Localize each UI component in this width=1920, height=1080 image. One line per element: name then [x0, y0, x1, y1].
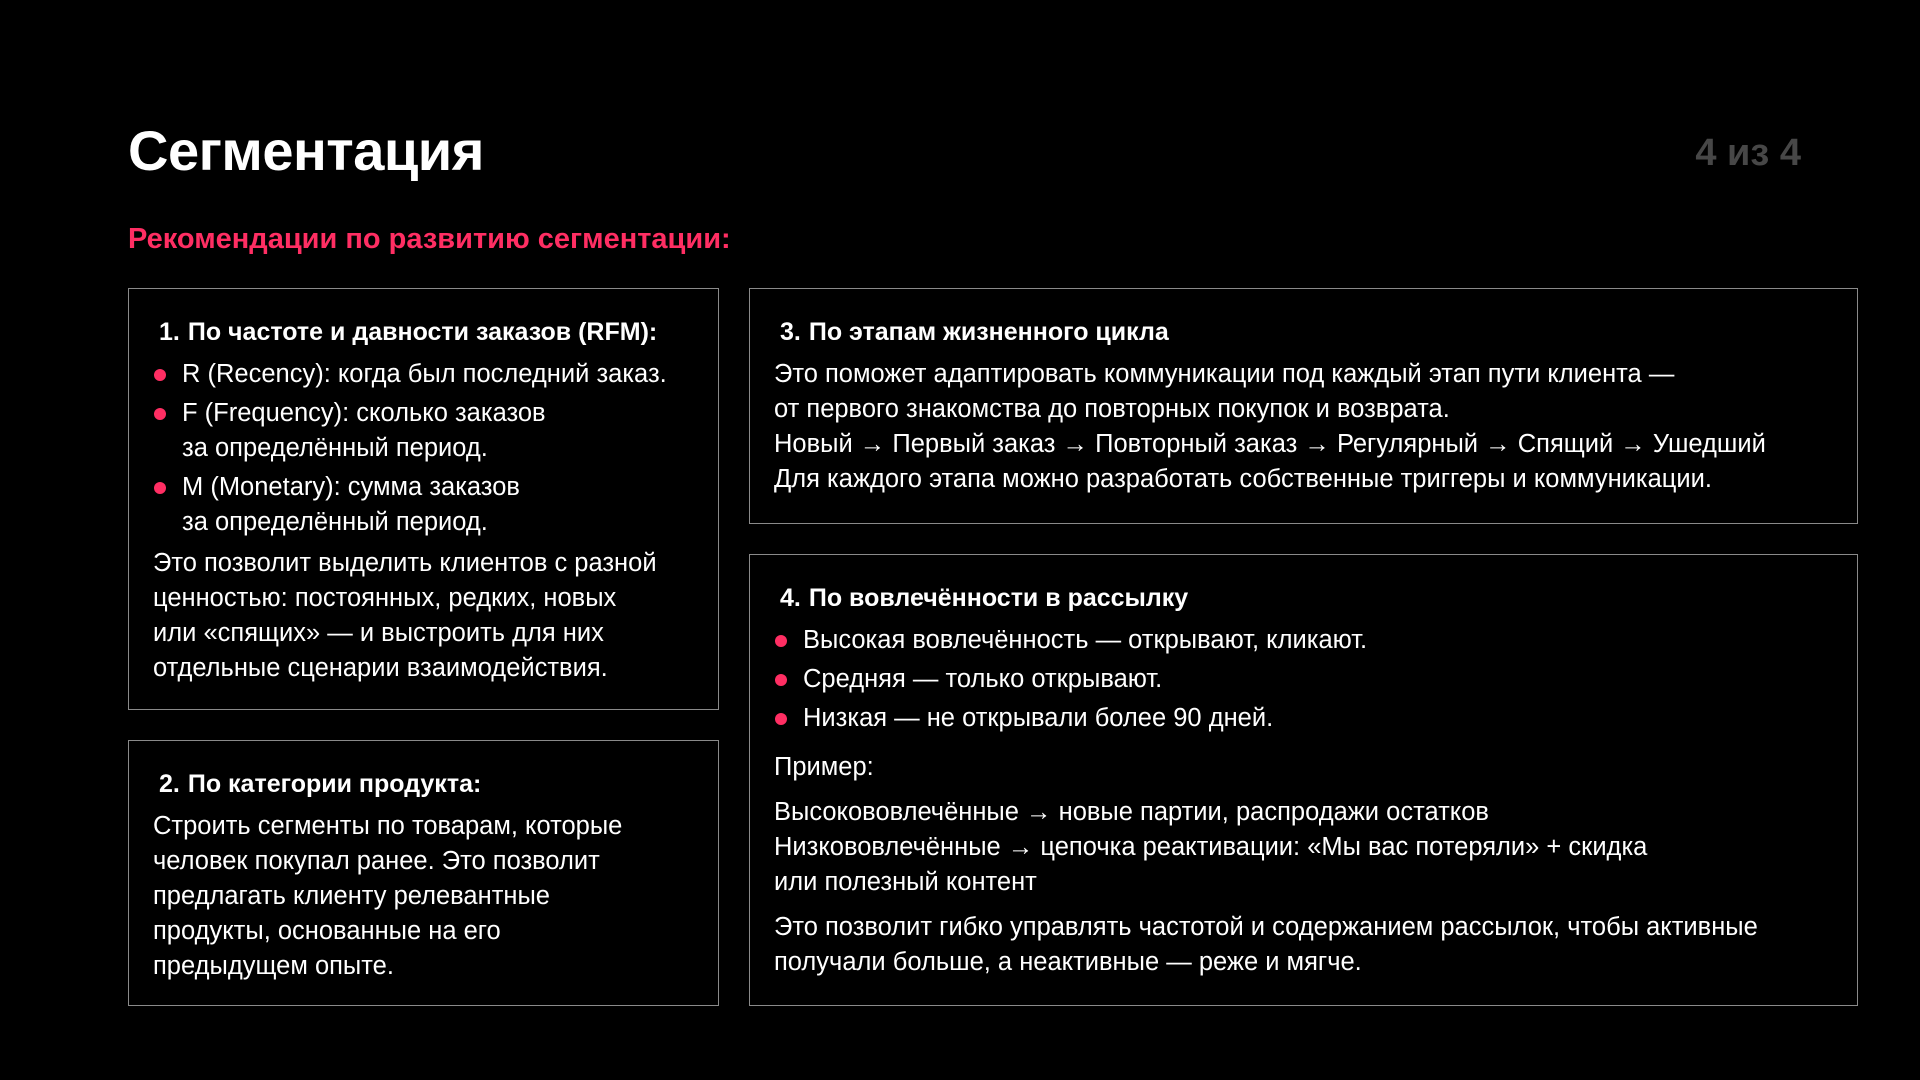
paragraph-line: Это позволит гибко управлять частотой и содержанием рассылок, чтобы активные — [774, 913, 1758, 941]
section-subtitle: Рекомендации по развитию сегментации: — [128, 223, 731, 255]
category-paragraph — [153, 809, 694, 984]
bullet-dot-icon — [775, 635, 787, 647]
card-category — [128, 740, 719, 1006]
bullet-line: Высокая вовлечённость — открывают, кликают. — [803, 626, 1368, 654]
paragraph-line: отдельные сценарии взаимодействия. — [153, 654, 608, 682]
list-item — [153, 396, 694, 466]
paragraph-line: человек покупал ранее. Это позволит — [153, 847, 600, 875]
card-rfm-title — [159, 317, 694, 347]
rfm-bullet-list — [153, 357, 694, 540]
list-item — [774, 701, 1833, 736]
bullet-line: Средняя — только открывают. — [803, 665, 1163, 693]
paragraph-line: предлагать клиенту релевантные — [153, 882, 550, 910]
bullet-line: за определённый период. — [182, 508, 488, 536]
card-lifecycle — [749, 288, 1858, 524]
engagement-conclusion — [774, 910, 1833, 980]
list-item — [153, 357, 694, 392]
list-item — [153, 470, 694, 540]
paragraph-line: от первого знакомства до повторных покупок и возврата. — [774, 395, 1450, 423]
lifecycle-paragraph — [774, 357, 1833, 497]
card-rfm — [128, 288, 719, 710]
rfm-paragraph — [153, 546, 694, 686]
paragraph-line: продукты, основанные на его — [153, 917, 501, 945]
card-lifecycle-title — [780, 317, 1833, 347]
paragraph-line: или «спящих» — и выстроить для них — [153, 619, 604, 647]
card-engagement-number: 4. — [780, 584, 801, 612]
paragraph-line: ценностью: постоянных, редких, новых — [153, 584, 617, 612]
card-engagement-heading: По вовлечённости в рассылку — [808, 584, 1189, 612]
paragraph-line: предыдущем опыте. — [153, 952, 394, 980]
card-category-heading: По категории продукта: — [187, 770, 482, 798]
paragraph-line: Строить сегменты по товарам, которые — [153, 812, 623, 840]
bullet-line: R (Recency): когда был последний заказ. — [182, 360, 667, 388]
card-category-number: 2. — [159, 770, 180, 798]
card-rfm-heading: По частоте и давности заказов (RFM): — [187, 318, 658, 346]
paragraph-line: получали больше, а неактивные — реже и мягче. — [774, 948, 1362, 976]
bullet-line: F (Frequency): сколько заказов — [182, 399, 546, 427]
card-engagement — [749, 554, 1858, 1006]
example-label: Пример: — [774, 753, 874, 781]
engagement-bullet-list — [774, 623, 1833, 736]
bullet-dot-icon — [154, 408, 166, 420]
card-lifecycle-number: 3. — [780, 318, 801, 346]
card-lifecycle-heading: По этапам жизненного цикла — [808, 318, 1169, 346]
example-line: Низкововлечённые → цепочка реактивации: «Мы вас потеряли» + скидка — [774, 833, 1648, 861]
bullet-line: Низкая — не открывали более 90 дней. — [803, 704, 1274, 732]
list-item — [774, 662, 1833, 697]
card-rfm-number: 1. — [159, 318, 180, 346]
page-counter: 4 из 4 — [1695, 132, 1801, 174]
example-line: или полезный контент — [774, 868, 1037, 896]
bullet-dot-icon — [775, 674, 787, 686]
bullet-dot-icon — [154, 482, 166, 494]
lifecycle-stages: Новый → Первый заказ → Повторный заказ → Регулярный → Спящий → Ушедший — [774, 430, 1766, 458]
bullet-dot-icon — [775, 713, 787, 725]
bullet-line: за определённый период. — [182, 434, 488, 462]
bullet-line: M (Monetary): сумма заказов — [182, 473, 520, 501]
list-item — [774, 623, 1833, 658]
example-line: Высокововлечённые → новые партии, распродажи остатков — [774, 798, 1489, 826]
paragraph-line: Для каждого этапа можно разработать собственные триггеры и коммуникации. — [774, 465, 1712, 493]
card-engagement-title — [780, 583, 1833, 613]
paragraph-line: Это поможет адаптировать коммуникации под каждый этап пути клиента — — [774, 360, 1675, 388]
bullet-dot-icon — [154, 369, 166, 381]
slide-title: Сегментация — [128, 119, 484, 182]
paragraph-line: Это позволит выделить клиентов с разной — [153, 549, 657, 577]
card-category-title — [159, 769, 694, 799]
example-lines — [774, 795, 1833, 900]
